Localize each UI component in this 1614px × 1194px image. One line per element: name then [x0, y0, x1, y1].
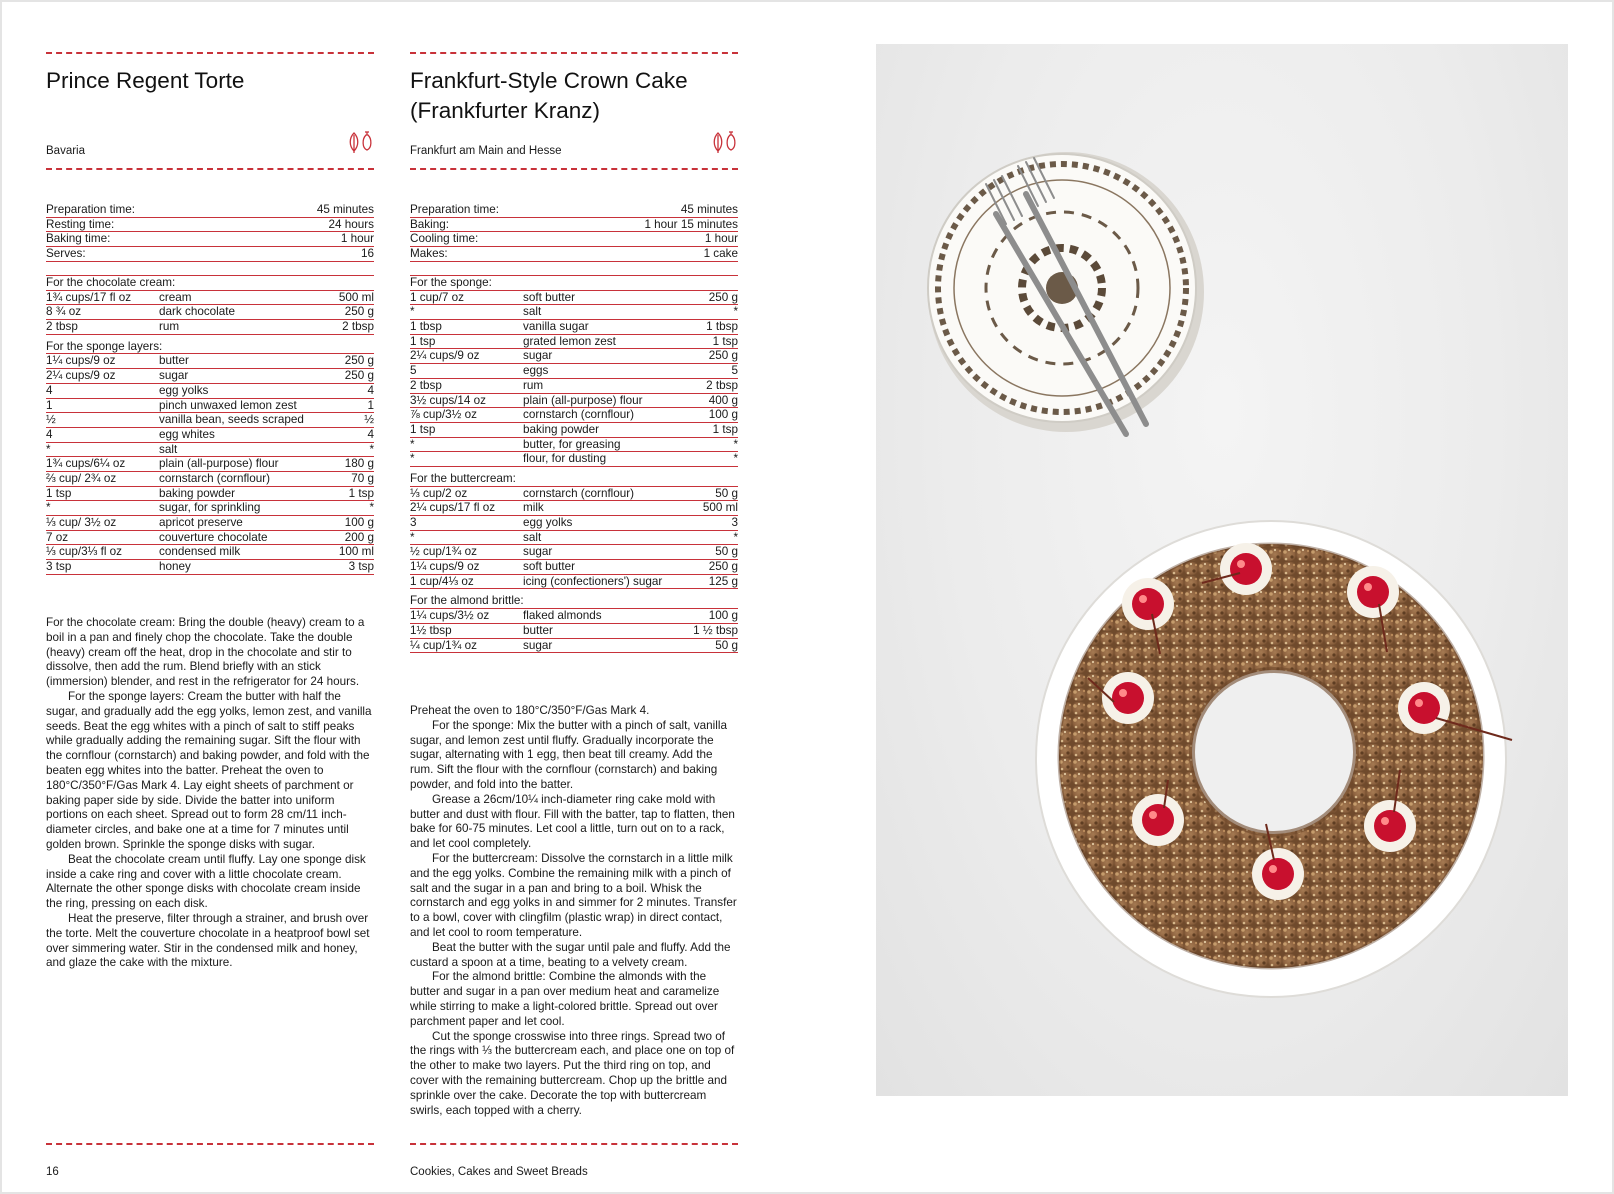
ingredient-metric: 100 g: [344, 516, 374, 529]
vegetarian-icon: [350, 133, 358, 153]
info-value: 1 hour: [704, 232, 738, 246]
ingredient-section-heading: For the sponge:: [410, 275, 738, 291]
recipe-region: Frankfurt am Main and Hesse: [410, 145, 562, 157]
info-label: Preparation time:: [46, 203, 135, 216]
info-value: 1 cake: [703, 247, 738, 261]
ingredient-metric: 50 g: [715, 638, 738, 652]
ingredient-name: butter: [523, 623, 553, 637]
method-paragraph: For the almond brittle: Combine the almonds with the butter and sugar in a pan over medium heat and caramelize while stirring to make a light-colored brittle. Spread out over parchment paper and let cool.: [410, 970, 720, 1028]
ingredient-amount: 1¼ cups/9 oz: [46, 354, 116, 368]
info-value: 16: [360, 247, 374, 261]
crown-cake-illustration: [876, 44, 1568, 1096]
info-label: Resting time:: [46, 217, 115, 231]
running-footer: Cookies, Cakes and Sweet Breads: [410, 1166, 588, 1178]
ingredient-amount: 3 tsp: [46, 560, 72, 574]
recipe-prince-regent-torte: [46, 0, 374, 1194]
info-label: Serves:: [46, 247, 86, 261]
recipe-method: [410, 704, 738, 1118]
ingredient-row: [410, 560, 738, 575]
ingredient-row: [410, 335, 738, 350]
ingredient-amount: 1: [46, 398, 53, 412]
crown-cake: [1036, 521, 1506, 997]
dairy-icon: [363, 132, 371, 150]
ingredient-row: [46, 545, 374, 560]
info-value: 45 minutes: [680, 203, 738, 216]
ingredient-metric: 500 ml: [338, 290, 374, 304]
ingredient-name: cornstarch (cornflour): [523, 486, 635, 500]
ingredient-metric: 1 tsp: [348, 486, 374, 500]
ingredient-metric: ½: [364, 413, 374, 427]
ingredient-name: rum: [523, 378, 544, 392]
ingredient-metric: 400 g: [708, 393, 738, 407]
info-label: Preparation time:: [410, 203, 499, 216]
ingredient-amount: *: [410, 452, 415, 466]
ingredient-amount: *: [410, 305, 415, 319]
recipe-title: [410, 66, 738, 126]
recipe-title-line1: Frankfurt-Style Crown Cake: [410, 68, 688, 93]
ingredient-metric: 1: [367, 398, 374, 412]
method-paragraph: Grease a 26cm/10¼ inch-diameter ring cake mold with butter and dust with flour. Fill with the batter, tap to flatten, then bake for 60-75 minutes. Let cool a little, turn out on to a rack, and let cool completely.: [410, 792, 735, 851]
recipe-title-line2: (Frankfurter Kranz): [410, 98, 601, 123]
footer-dashed-rule: [410, 1143, 738, 1145]
ingredient-row: [410, 423, 738, 438]
ingredient-amount: 3½ cups/14 oz: [410, 393, 487, 407]
cake-photo: [876, 44, 1568, 1096]
ingredient-amount: 2 tbsp: [410, 378, 442, 392]
ingredient-row: [410, 624, 738, 639]
ingredient-amount: ⅔ cup/ 2¾ oz: [46, 471, 117, 485]
ingredient-row: [410, 305, 738, 320]
ingredient-name: flaked almonds: [523, 609, 602, 623]
ingredient-row: [46, 501, 374, 516]
ingredient-row: [46, 320, 374, 335]
vegetarian-icon: [714, 133, 722, 153]
ingredient-name: salt: [523, 530, 542, 544]
ingredient-amount: 1¼ cups/9 oz: [410, 560, 480, 574]
ingredient-name: sugar: [159, 369, 189, 383]
recipe-flag-icons: [711, 130, 738, 154]
ingredient-metric: 3 tsp: [348, 560, 374, 574]
ingredient-metric: 50 g: [715, 486, 738, 500]
ingredient-name: egg yolks: [159, 383, 209, 397]
ingredient-name: egg yolks: [523, 516, 573, 529]
ingredient-metric: 2 tbsp: [342, 320, 374, 334]
info-value: 1 hour 15 minutes: [644, 217, 738, 231]
ingredient-amount: 1¼ cups/3½ oz: [410, 609, 490, 623]
ingredient-metric: 1 tsp: [712, 422, 738, 436]
ingredient-amount: ⅓ cup/2 oz: [410, 486, 468, 500]
ingredient-name: sugar: [523, 545, 553, 559]
ingredient-row: [410, 379, 738, 394]
ingredient-row: [410, 501, 738, 516]
ingredient-name: flour, for dusting: [523, 452, 607, 466]
ingredient-row: [410, 575, 738, 590]
method-paragraph: For the buttercream: Dissolve the cornstarch in a little milk and the egg yolks. Combine the remaining milk with a pinch of salt and the sugar in a pan and bring to a boil. Whisk the cornstarch and egg yolks in and simmer for 2 minutes. Transfer to a bowl, cover with clingfilm (plastic wrap) in direct contact, and let cool to room temperature.: [410, 851, 737, 939]
recipe-info-table: [410, 203, 738, 262]
ingredient-row: [410, 394, 738, 409]
ingredient-name: sugar: [523, 638, 553, 652]
header-dashed-rule: [46, 168, 374, 170]
ingredient-row: [410, 452, 738, 467]
info-row: [410, 203, 738, 218]
ingredient-name: butter: [159, 354, 189, 368]
top-dashed-rule: [46, 52, 374, 54]
method-paragraph: Beat the butter with the sugar until pale and fluffy. Add the custard a spoon at a time, beating to a velvety cream.: [410, 940, 731, 969]
ingredient-metric: *: [369, 442, 374, 456]
ingredient-row: [46, 428, 374, 443]
ingredient-amount: 7 oz: [46, 530, 69, 544]
ingredient-row: [410, 320, 738, 335]
method-paragraph: Cut the sponge crosswise into three rings. Spread two of the rings with ⅓ the buttercream each, and place one on top of the other to make two layers. Put the third ring on top, and cover with the remaining buttercream. Chop up the brittle and sprinkle over the cake. Decorate the top with buttercream swirls, each topped with a cherry.: [410, 1029, 735, 1117]
ingredient-row: [410, 609, 738, 624]
ingredient-amount: 1¾ cups/6¼ oz: [46, 457, 126, 471]
ingredient-metric: *: [733, 305, 738, 319]
ingredient-row: [46, 413, 374, 428]
ingredient-name: cornstarch (cornflour): [523, 408, 635, 422]
ingredient-metric: 200 g: [344, 530, 374, 544]
ingredient-amount: 1 tsp: [410, 422, 436, 436]
ingredient-name: egg whites: [159, 427, 215, 441]
ingredient-metric: 1 tbsp: [706, 320, 738, 334]
info-row: [410, 232, 738, 247]
ingredient-row: [46, 384, 374, 399]
ingredient-amount: 1 tsp: [46, 486, 72, 500]
ingredient-row: [410, 438, 738, 453]
ingredient-metric: 5: [731, 364, 738, 378]
ingredient-amount: ¼ cup/1¾ oz: [410, 638, 477, 652]
ingredient-row: [46, 443, 374, 458]
header-dashed-rule: [410, 168, 738, 170]
ingredient-amount: 2¼ cups/17 fl oz: [410, 501, 496, 515]
method-paragraph: For the sponge: Mix the butter with a pinch of salt, vanilla sugar, and lemon zest until fluffy. Gradually incorporate the sugar, alternating with 1 egg, then beat till creamy. Add the rum. Sift the flour with the cornflour (cornstarch) and baking powder, and fold into the batter.: [410, 718, 727, 791]
ingredient-metric: 250 g: [708, 560, 738, 574]
ingredient-metric: *: [733, 437, 738, 451]
ingredient-amount: 5: [410, 364, 417, 378]
ingredient-metric: 250 g: [344, 369, 374, 383]
ingredient-amount: ⅓ cup/3⅓ fl oz: [46, 545, 123, 559]
info-label: Baking time:: [46, 232, 111, 246]
top-dashed-rule: [410, 52, 738, 54]
ingredient-row: [410, 545, 738, 560]
recipe-method: [46, 616, 374, 971]
ingredient-row: [410, 291, 738, 306]
ingredients-list: [46, 275, 374, 575]
ingredient-name: icing (confectioners') sugar: [523, 574, 663, 588]
recipe-title: Prince Regent Torte: [46, 68, 245, 93]
ingredient-row: [46, 399, 374, 414]
method-paragraph: Beat the chocolate cream until fluffy. Lay one sponge disk inside a cake ring and cover with a little chocolate cream. Alternate the other sponge disks with chocolate cream inside the ring, pressing on each disk.: [46, 852, 366, 911]
ingredient-metric: 100 g: [708, 408, 738, 422]
ingredient-amount: 1½ tbsp: [410, 623, 452, 637]
info-row: [410, 218, 738, 233]
info-row: [46, 232, 374, 247]
ingredient-section-heading: For the sponge layers:: [46, 340, 374, 355]
ingredients-list: [410, 275, 738, 653]
ingredient-row: [46, 291, 374, 306]
ingredient-amount: *: [46, 501, 51, 515]
ingredient-metric: 1 ½ tbsp: [693, 623, 738, 637]
ingredient-name: soft butter: [523, 560, 575, 574]
ingredient-name: cornstarch (cornflour): [159, 471, 271, 485]
ingredient-name: soft butter: [523, 290, 575, 304]
info-value: 24 hours: [328, 217, 374, 231]
ingredient-row: [410, 349, 738, 364]
ingredient-metric: 100 ml: [338, 545, 374, 559]
ingredient-metric: 250 g: [344, 354, 374, 368]
recipe-frankfurt-crown-cake: [410, 0, 738, 1194]
ingredient-amount: 1 cup/7 oz: [410, 290, 464, 304]
ingredient-row: [46, 560, 374, 575]
ingredient-amount: 4: [46, 383, 53, 397]
ingredient-amount: 1 cup/4⅓ oz: [410, 574, 474, 588]
ingredient-name: milk: [523, 501, 544, 515]
ingredient-amount: ½ cup/1¾ oz: [410, 545, 477, 559]
ingredient-metric: 125 g: [708, 574, 738, 588]
info-label: Baking:: [410, 217, 449, 231]
recipe-region: Bavaria: [46, 145, 85, 157]
ingredient-metric: 250 g: [344, 305, 374, 319]
ingredient-name: sugar: [523, 349, 553, 363]
ingredient-row: [46, 457, 374, 472]
ingredient-row: [410, 364, 738, 379]
ingredient-name: couverture chocolate: [159, 530, 268, 544]
ingredient-amount: 2¼ cups/9 oz: [46, 369, 116, 383]
ingredient-metric: 3: [731, 516, 738, 529]
ingredient-amount: 1 tsp: [410, 334, 436, 348]
ingredient-amount: ½: [46, 413, 56, 427]
ingredient-amount: 8 ¾ oz: [46, 305, 82, 319]
ingredient-name: baking powder: [159, 486, 236, 500]
ingredient-name: eggs: [523, 364, 549, 378]
ingredient-name: apricot preserve: [159, 516, 243, 529]
ingredient-metric: 1 tsp: [712, 334, 738, 348]
ingredient-row: [46, 487, 374, 502]
info-label: Cooling time:: [410, 232, 479, 246]
info-row: [46, 203, 374, 218]
ingredient-metric: 100 g: [708, 609, 738, 623]
method-paragraph: For the sponge layers: Cream the butter with half the sugar, and gradually add the egg yolks, lemon zest, and vanilla seeds. Beat the egg whites with a pinch of salt to stiff peaks while gradually adding the remaining sugar. Sift the flour with the cornflour (cornstarch) and baking powder, and fold with the beaten egg whites into the batter. Preheat the oven to 180°C/350°F/Gas Mark 4. Lay eight sheets of parchment or baking paper side by side. Divide the batter into uniform portions on each sheet. Spread out to form 28 cm/11 inch-diameter circles, and bake one at a time for 7 minutes until golden brown. Sprinkle the sponge disks with sugar.: [46, 689, 372, 851]
ingredient-section-heading: For the almond brittle:: [410, 594, 738, 609]
info-row: [46, 218, 374, 233]
method-paragraph: Preheat the oven to 180°C/350°F/Gas Mark 4.: [410, 704, 650, 717]
ingredient-amount: ⅓ cup/ 3½ oz: [46, 516, 117, 529]
ingredient-name: salt: [159, 442, 178, 456]
ingredient-metric: 180 g: [344, 457, 374, 471]
info-row: [46, 247, 374, 262]
ingredient-metric: 70 g: [351, 471, 374, 485]
ingredient-row: [46, 472, 374, 487]
info-label: Makes:: [410, 247, 448, 261]
ingredient-name: honey: [159, 560, 191, 574]
ingredient-row: [410, 516, 738, 531]
ingredient-name: plain (all-purpose) flour: [159, 457, 279, 471]
ingredient-name: condensed milk: [159, 545, 241, 559]
ingredient-row: [46, 369, 374, 384]
ingredient-metric: 250 g: [708, 290, 738, 304]
method-paragraph: For the chocolate cream: Bring the double (heavy) cream to a boil in a pan and finely chop the chocolate. Take the double (heavy) cream off the heat, drop in the chocolate and stir to dissolve, then add the rum. Blend briefly with an stick (immersion) blender, and rest in the refrigerator for 24 hours.: [46, 616, 365, 689]
ingredient-name: vanilla bean, seeds scraped: [159, 413, 304, 427]
recipe-info-table: [46, 203, 374, 262]
ingredient-section-heading: For the buttercream:: [410, 472, 738, 487]
ingredient-amount: ⅞ cup/3½ oz: [410, 408, 477, 422]
ingredient-amount: 3: [410, 516, 417, 529]
ingredient-name: baking powder: [523, 422, 600, 436]
ingredient-name: plain (all-purpose) flour: [523, 393, 643, 407]
ingredient-name: butter, for greasing: [523, 437, 621, 451]
info-value: 45 minutes: [316, 203, 374, 216]
method-paragraph: Heat the preserve, filter through a strainer, and brush over the torte. Melt the couverture chocolate in a heatproof bowl set over simmering water. Stir in the condensed milk and honey, and glaze the cake with the mixture.: [46, 911, 370, 970]
ingredient-name: grated lemon zest: [523, 334, 616, 348]
dairy-icon: [727, 132, 735, 150]
ingredient-name: dark chocolate: [159, 305, 236, 319]
page-number: 16: [46, 1166, 59, 1178]
ingredient-row: [410, 408, 738, 423]
info-row: [410, 247, 738, 262]
ingredient-amount: *: [410, 530, 415, 544]
footer-dashed-rule: [46, 1143, 374, 1145]
info-value: 1 hour: [340, 232, 374, 246]
ingredient-amount: *: [46, 442, 51, 456]
ingredient-name: salt: [523, 305, 542, 319]
ingredient-metric: *: [733, 452, 738, 466]
ingredient-row: [46, 531, 374, 546]
ingredient-amount: 1¾ cups/17 fl oz: [46, 290, 132, 304]
ingredient-section-heading: For the chocolate cream:: [46, 275, 374, 291]
ingredient-amount: *: [410, 437, 415, 451]
ingredient-amount: 2¼ cups/9 oz: [410, 349, 480, 363]
ingredient-metric: 4: [367, 427, 374, 441]
ingredient-amount: 2 tbsp: [46, 320, 78, 334]
ingredient-row: [46, 305, 374, 320]
ingredient-amount: 4: [46, 427, 53, 441]
ingredient-name: pinch unwaxed lemon zest: [159, 398, 297, 412]
ingredient-amount: 1 tbsp: [410, 320, 442, 334]
ingredient-row: [410, 531, 738, 546]
ingredient-row: [410, 639, 738, 654]
ingredient-name: vanilla sugar: [523, 320, 589, 334]
stacked-plates: [928, 152, 1204, 432]
ingredient-metric: *: [369, 501, 374, 515]
ingredient-name: cream: [159, 290, 192, 304]
ingredient-name: sugar, for sprinkling: [159, 501, 261, 515]
recipe-flag-icons: [347, 130, 374, 154]
ingredient-row: [46, 516, 374, 531]
ingredient-metric: 4: [367, 383, 374, 397]
ingredient-metric: 250 g: [708, 349, 738, 363]
ingredient-row: [46, 354, 374, 369]
ingredient-name: rum: [159, 320, 180, 334]
ingredient-metric: 500 ml: [702, 501, 738, 515]
ingredient-metric: 50 g: [715, 545, 738, 559]
ingredient-row: [410, 487, 738, 502]
ingredient-metric: 2 tbsp: [706, 378, 738, 392]
ingredient-metric: *: [733, 530, 738, 544]
